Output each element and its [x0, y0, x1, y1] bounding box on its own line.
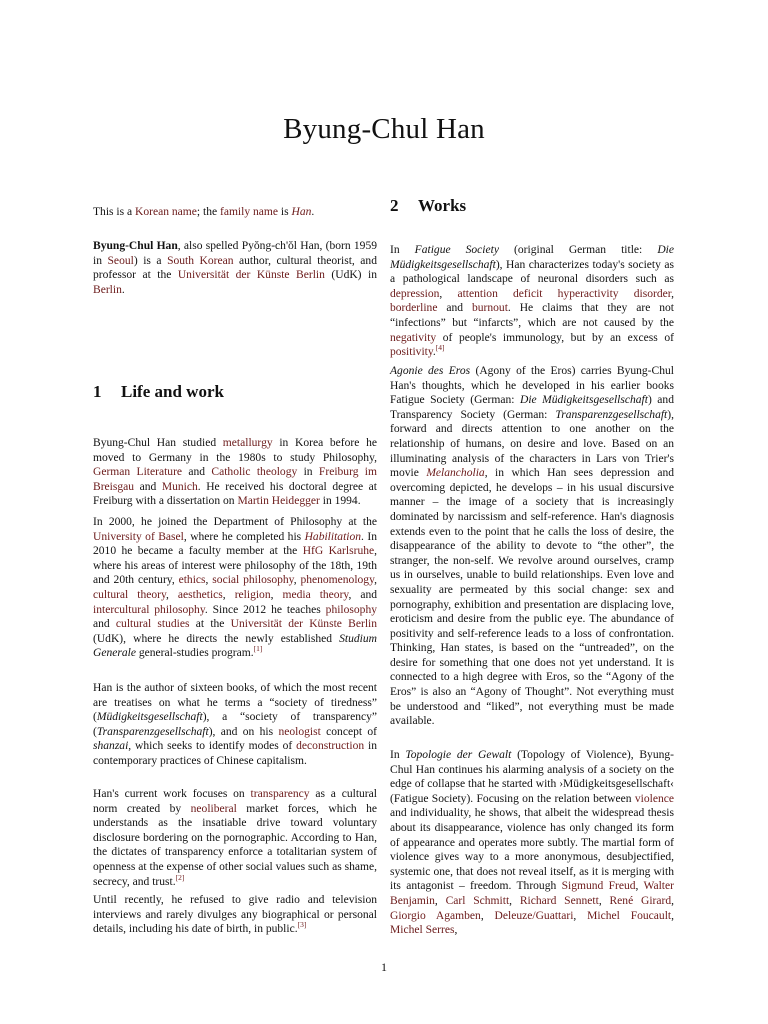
text: , also spelled Pyŏng-ch'ŏl Han, (born 1959 in	[93, 240, 377, 267]
link-habilitation[interactable]: Habilitation	[304, 530, 362, 543]
text: Byung-Chul Han studied	[93, 437, 223, 449]
paragraph	[93, 436, 377, 509]
link-catholic-theology[interactable]: Catholic theology	[211, 466, 298, 479]
link-korean-name[interactable]: Korean name	[135, 206, 197, 218]
link-rene-girard[interactable]: René Girard	[609, 894, 672, 907]
link-philosophy[interactable]: philosophy	[325, 603, 377, 616]
link-depression[interactable]: depression	[390, 287, 440, 300]
link-social-philosophy[interactable]: social philosophy	[212, 574, 294, 587]
text: , which seeks to identify modes of	[128, 740, 297, 753]
text: author, cultural theorist, and professor at the	[93, 254, 377, 282]
link-udk[interactable]: Universität der Künste Berlin	[230, 618, 378, 631]
link-michel-foucault[interactable]: Michel Foucault	[587, 909, 672, 922]
text: and individuality, he shows, that albeit the widespread thesis about its disappearance, violence has only changed its form of appearance and operates more subtly. The martial form of violence gives way to a more anonymous, desubjectified, systemic one, that does not reveal itself, as it is merging with its antagonist – freedom. Through	[390, 807, 674, 893]
text: ,	[166, 588, 178, 601]
text: In	[390, 749, 406, 761]
text: . He received his doctoral degree at Freiburg with a dissertation on	[93, 480, 377, 508]
text: ,	[454, 924, 458, 937]
link-walter-benjamin[interactable]: Walter Benjamin	[390, 880, 674, 907]
text: (Topology of Violence), Byung-Chul Han continues his alarming analysis of a society on the edge of collapse that he started with ›Müdigkeitsgesellschaft‹ (Fatigue Society). Focusing on the relation between	[390, 749, 674, 805]
text: Han's current work focuses on	[93, 788, 251, 800]
paragraph	[390, 364, 674, 729]
link-han[interactable]: Han	[291, 206, 312, 218]
link-adhd[interactable]: attention deficit hyperactivity disorder	[457, 287, 672, 300]
paragraph	[390, 243, 674, 360]
text: , where he completed his	[183, 530, 305, 543]
link-martin-heidegger[interactable]: Martin Heidegger	[237, 495, 320, 508]
link-hfg-karlsruhe[interactable]: HfG Karlsruhe	[302, 545, 375, 558]
text: and	[134, 480, 162, 493]
text: ,	[598, 894, 610, 907]
text: concept of	[320, 725, 377, 738]
text: (UdK), where he directs the newly established	[93, 632, 340, 645]
citation-3[interactable]: [3]	[297, 920, 307, 930]
link-family-name[interactable]: family name	[219, 206, 279, 218]
text-italic: Transparenzgesellschaft	[555, 408, 668, 421]
section-title: Life and work	[121, 382, 224, 401]
text: ), forward and directs attention to one another on the relationship of humans, on desire and love. Based on an illuminating analysis of the characters in Lars von Trier's movie	[390, 408, 674, 480]
text-italic: Studium Generale	[93, 632, 377, 660]
text: ) and Transparency Society (German:	[390, 394, 674, 421]
link-media-theory[interactable]: media theory	[282, 588, 349, 601]
link-neoliberal[interactable]: neoliberal	[190, 802, 237, 815]
section-number: 1	[93, 382, 102, 401]
link-negativity[interactable]: negativity	[390, 331, 437, 344]
text: ,	[434, 894, 446, 907]
text: ) is a	[133, 254, 168, 267]
text: ,	[480, 909, 495, 922]
text-italic: Die Müdigkeitsgesellschaft	[519, 394, 648, 407]
text: ), and on his	[208, 725, 279, 738]
text-italic: Die Müdigkeitsgesellschaft	[390, 244, 674, 271]
text: in	[297, 466, 319, 479]
text: , and	[348, 588, 378, 601]
text: ,	[374, 574, 377, 587]
link-german-literature[interactable]: German Literature	[93, 466, 183, 479]
text-italic: Müdigkeitsgesellschaft	[96, 711, 203, 724]
text: In 2000, he joined the Department of Philosophy at the	[93, 516, 377, 528]
text: in contemporary practices of Chinese capitalism.	[93, 740, 377, 767]
page-title: Byung-Chul Han	[283, 113, 485, 145]
text: ,	[439, 287, 458, 300]
link-sigmund-freud[interactable]: Sigmund Freud	[561, 880, 636, 893]
text-italic: Transparenzgesellschaft	[96, 725, 209, 738]
link-deleuze-guattari[interactable]: Deleuze/Guattari	[494, 909, 574, 922]
paragraph	[93, 681, 377, 769]
link-religion[interactable]: religion	[234, 588, 271, 601]
subject-name: Byung-Chul Han	[93, 240, 178, 252]
text-italic: shanzai	[93, 740, 129, 753]
name-notice	[93, 205, 377, 220]
text: . He claims that they are not “infections” but “infarcts”, which are not caused by the	[390, 302, 674, 329]
text: as a cultural norm created by	[93, 788, 377, 815]
text: and	[437, 302, 472, 315]
text-italic: Fatigue Society	[414, 244, 499, 256]
link-burnout[interactable]: burnout	[471, 302, 508, 315]
citation-1[interactable]: [1]	[253, 644, 263, 654]
link-deconstruction[interactable]: deconstruction	[296, 740, 365, 753]
text: This is a	[93, 206, 136, 218]
text: ), a “society of transparency” (	[93, 711, 377, 738]
link-munich[interactable]: Munich	[161, 480, 198, 493]
link-richard-sennett[interactable]: Richard Sennett	[519, 894, 599, 907]
text: (original German title:	[498, 244, 658, 256]
intro-paragraph	[93, 239, 377, 297]
citation-4[interactable]: [4]	[435, 343, 445, 353]
link-freiburg[interactable]: Freiburg im Breisgau	[93, 466, 378, 493]
text: . In 2010 he became a faculty member at the	[93, 530, 377, 558]
link-transparency[interactable]: transparency	[250, 788, 310, 800]
link-phenomenology[interactable]: phenomenology	[300, 574, 375, 587]
link-carl-schmitt[interactable]: Carl Schmitt	[445, 894, 510, 907]
paragraph	[93, 787, 377, 889]
text: ,	[671, 894, 675, 907]
text: , where his areas of interest were philosophy of the 18th, 19th and 20th century,	[93, 545, 378, 587]
link-cultural-studies[interactable]: cultural studies	[115, 618, 190, 631]
text: .	[121, 283, 125, 296]
paragraph	[93, 515, 377, 661]
link-giorgio-agamben[interactable]: Giorgio Agamben	[390, 909, 481, 922]
text: ,	[270, 588, 283, 601]
section-heading-life-and-work	[93, 382, 224, 401]
text: ), Han characterizes today's society as a pathological landscape of neuronal disorders such as	[390, 258, 674, 286]
text: ,	[205, 574, 213, 587]
section-number: 2	[390, 196, 399, 215]
text: at the	[189, 618, 231, 631]
text: (Agony of the Eros) carries Byung-Chul Han's thoughts, which he developed in his earlier books Fatigue Society (German:	[390, 365, 674, 407]
section-heading-works	[390, 196, 467, 215]
text: Han is the author of sixteen books, of which the most recent are treatises on what he terms a “society of tiredness” (	[93, 682, 377, 724]
text: Until recently, he refused to give radio and television interviews and rarely divulges any biographical or personal details, including his date of birth, in public.	[93, 894, 377, 936]
link-intercultural-philosophy[interactable]: intercultural philosophy	[93, 603, 205, 616]
text: In	[390, 244, 415, 256]
text-italic: Topologie der Gewalt	[405, 749, 512, 761]
text: ,	[573, 909, 588, 922]
link-neologist[interactable]: neologist	[278, 725, 321, 738]
link-udk[interactable]: Universität der Künste Berlin	[177, 269, 325, 282]
link-cultural-theory[interactable]: cultural theory	[93, 588, 167, 601]
paragraph	[93, 893, 377, 937]
link-seoul[interactable]: Seoul	[107, 254, 134, 267]
text: in Korea before he moved to Germany in the 1980s to study Philosophy,	[93, 437, 377, 464]
link-borderline[interactable]: borderline	[390, 302, 438, 315]
text: . Since 2012 he teaches	[204, 603, 326, 616]
text: ,	[635, 880, 644, 893]
page-number: 1	[381, 960, 387, 974]
text: ,	[671, 287, 674, 300]
text: ,	[222, 588, 235, 601]
link-violence[interactable]: violence	[634, 792, 674, 805]
text: in 1994.	[319, 495, 361, 508]
text: general-studies program.	[135, 647, 254, 660]
link-positivity[interactable]: positivity	[390, 346, 433, 359]
link-south-korean[interactable]: South Korean	[167, 254, 234, 267]
text-italic: Agonie des Eros	[390, 365, 471, 377]
paragraph	[390, 748, 674, 938]
link-ethics[interactable]: ethics	[178, 574, 206, 587]
text: ,	[293, 574, 301, 587]
link-melancholia[interactable]: Melancholia	[426, 467, 485, 480]
text: (UdK) in	[324, 269, 377, 282]
link-aesthetics[interactable]: aesthetics	[177, 588, 223, 601]
text: of people's immunology, but by an excess of	[436, 331, 674, 344]
text: market forces, which he understands as the insatiable drive toward voluntary disclosure bordering on the pornographic. According to Han, the dictates of transparency enforce a totalitarian system of openness at the expense of other social values such as shame, secrecy, and trust.	[93, 802, 377, 888]
section-title: Works	[418, 196, 467, 215]
link-metallurgy[interactable]: metallurgy	[222, 437, 273, 449]
link-michel-serres[interactable]: Michel Serres	[390, 924, 455, 937]
link-university-of-basel[interactable]: University of Basel	[93, 530, 184, 543]
citation-2[interactable]: [2]	[175, 872, 185, 882]
text: .	[432, 346, 436, 359]
text: , in which Han sees depression and overcoming depicted, he develops – in his usual discursive manner – the image of a society that is increasingly dominated by narcissism and self-reference. Han's diagnosis extends even to the point that he calls the loss of desire, the disappearance of the ability to devote to “the other”, the stranger, the non-self. We revolve around ourselves, cramp us in ourselves, unable to build relationships. Even love and sexuality are permeated by this social change: sex and pornography, exhibition and presentation are displacing love, eroticism and desire from the public eye. The abundance of positivity and self-reference leads to a loss of confrontation. Thinking, Han states, is based on the “untreaded”, on the desire for something that one does not yet understand. It is connected to a high degree with Eros, so the “Agony of the Eros” is also an “Agony of Thought”. Not everything must be understood and “liked”, not everything must be made available.	[390, 467, 674, 728]
text: ,	[671, 909, 674, 922]
text: ; the	[196, 206, 220, 218]
text: ,	[509, 894, 520, 907]
text: .	[311, 206, 315, 218]
text: and	[182, 466, 212, 479]
link-berlin[interactable]: Berlin	[93, 283, 122, 296]
text: and	[93, 618, 116, 631]
text: is	[278, 206, 292, 218]
